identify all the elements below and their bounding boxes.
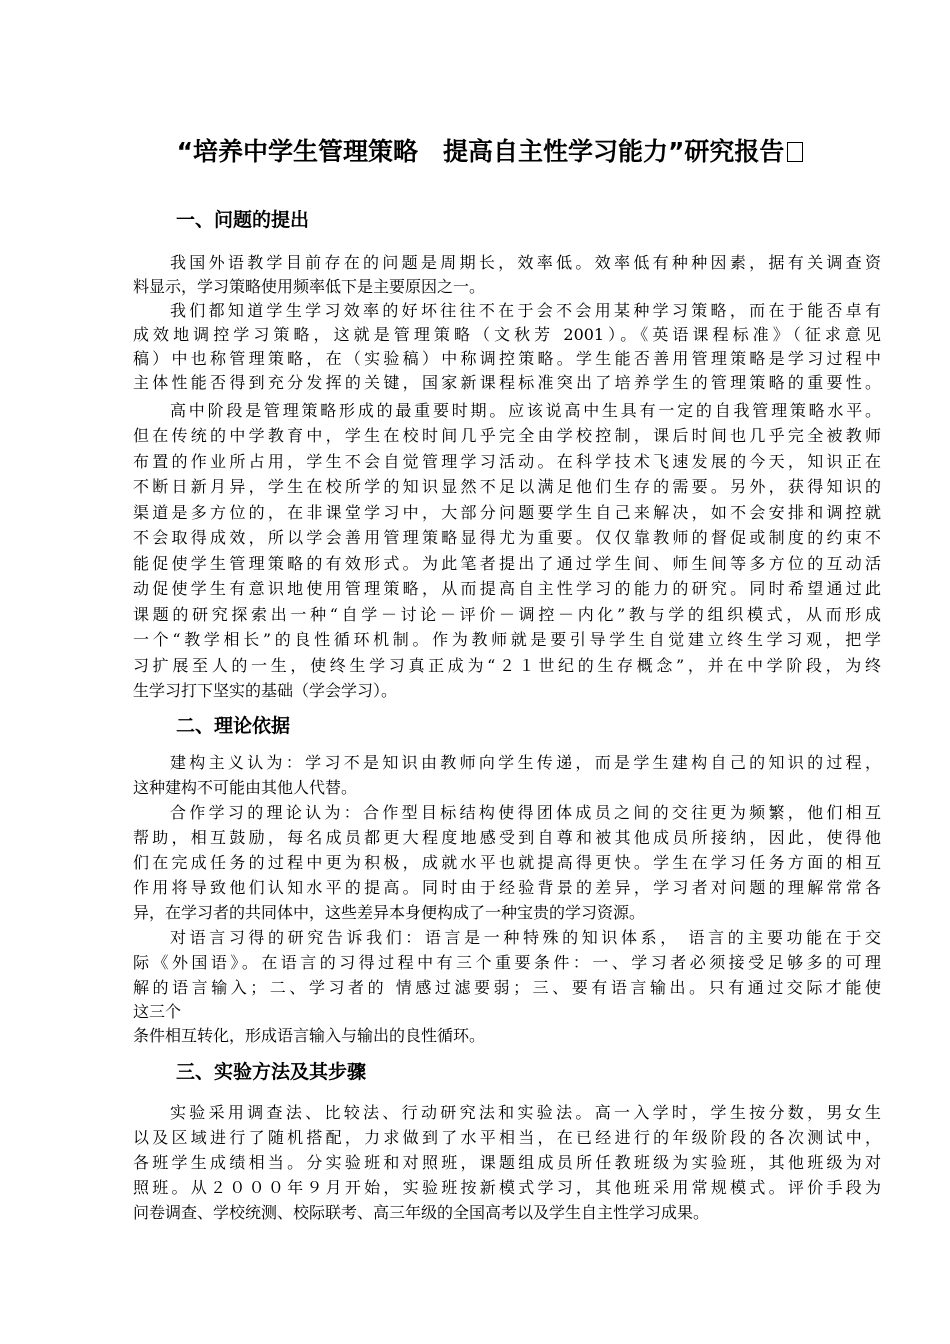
paragraph-line: 建构主义认为：学习不是知识由教师向学生传递，而是学生建构自己的知识的过程，: [170, 753, 881, 772]
paragraph-line: 们在完成任务的过程中更为积极，成就水平也就提高得更快。学生在学习任务方面的相互: [133, 853, 881, 872]
paragraph-line: 料显示，学习策略使用频率低下是主要原因之一。: [133, 277, 486, 296]
paragraph-line: 习扩展至人的一生，使终生学习真正成为“２１世纪的生存概念”，并在中学阶段，为终: [133, 656, 881, 675]
missing-glyph-box: [787, 142, 803, 162]
paragraph-line: 这种建构不可能由其他人代替。: [133, 778, 358, 797]
paragraph-line: 际《外国语》。在语言的习得过程中有三个重要条件：一、学习者必须接受足够多的可理: [133, 953, 881, 972]
paragraph-line: 但在传统的中学教育中，学生在校时间几乎完全由学校控制，课后时间也几乎完全被教师: [133, 426, 881, 445]
paragraph-line: 异，在学习者的共同体中，这些差异本身便构成了一种宝贵的学习资源。: [133, 903, 646, 922]
paragraph-line: 实验采用调查法、比较法、行动研究法和实验法。高一入学时，学生按分数，男女生: [170, 1103, 881, 1122]
document-title: “培养中学生管理策略 提高自主性学习能力”研究报告: [100, 132, 880, 172]
paragraph-line: 这三个: [133, 1002, 182, 1021]
paragraph-line: 我国外语教学目前存在的问题是周期长，效率低。效率低有种种因素，据有关调查资: [170, 253, 881, 272]
paragraph-line: 生学习打下坚实的基础（学会学习）。: [133, 681, 398, 700]
paragraph-line: 条件相互转化，形成语言输入与输出的良性循环。: [133, 1026, 486, 1045]
paragraph-line: 主体性能否得到充分发挥的关键，国家新课程标准突出了培养学生的管理策略的重要性。: [133, 373, 881, 392]
paragraph-line: 各班学生成绩相当。分实验班和对照班，课题组成员所任教班级为实验班，其他班级为对: [133, 1153, 881, 1172]
paragraph-line: 成效地调控学习策略，这就是管理策略（文秋芳 2001）。《英语课程标准》（征求意见: [133, 325, 881, 344]
paragraph-line: 一个“教学相长”的良性循环机制。作为教师就是要引导学生自觉建立终生学习观，把学: [133, 630, 881, 649]
paragraph-line: 我们都知道学生学习效率的好坏往往不在于会不会用某种学习策略，而在于能否卓有: [170, 301, 881, 320]
paragraph-line: 合作学习的理论认为：合作型目标结构使得团体成员之间的交往更为频繁，他们相互: [170, 803, 881, 822]
section-heading-3: 三、实验方法及其步骤: [176, 1061, 367, 1083]
paragraph-line: 动促使学生有意识地使用管理策略，从而提高自主性学习的能力的研究。同时希望通过此: [133, 579, 881, 598]
paragraph-line: 不断日新月异，学生在校所学的知识显然不足以满足他们生存的需要。另外，获得知识的: [133, 477, 881, 496]
paragraph-line: 高中阶段是管理策略形成的最重要时期。应该说高中生具有一定的自我管理策略水平。: [170, 401, 881, 420]
paragraph-line: 解的语言输入；二、学习者的 情感过滤要弱；三、要有语言输出。只有通过交际才能使: [133, 978, 881, 997]
paragraph-line: 以及区域进行了随机搭配，力求做到了水平相当，在已经进行的年级阶段的各次测试中，: [133, 1128, 881, 1147]
paragraph-line: 帮助，相互鼓励，每名成员都更大程度地感受到自尊和被其他成员所接纳，因此，使得他: [133, 828, 881, 847]
paragraph-line: 课题的研究探索出一种“自学－讨论－评价－调控－内化”教与学的组织模式，从而形成: [133, 605, 881, 624]
paragraph-line: 稿）中也称管理策略，在（实验稿）中称调控策略。学生能否善用管理策略是学习过程中: [133, 349, 881, 368]
section-heading-2: 二、理论依据: [176, 715, 291, 737]
paragraph-line: 作用将导致他们认知水平的提高。同时由于经验背景的差异，学习者对问题的理解常常各: [133, 878, 881, 897]
paragraph-line: 不会取得成效，所以学会善用管理策略显得尤为重要。仅仅靠教师的督促或制度的约束不: [133, 528, 881, 547]
paragraph-line: 照班。从２０００年９月开始，实验班按新模式学习，其他班采用常规模式。评价手段为: [133, 1178, 881, 1197]
paragraph-line: 问卷调查、学校统测、校际联考、高三年级的全国高考以及学生自主性学习成果。: [133, 1203, 710, 1222]
paragraph-line: 对语言习得的研究告诉我们：语言是一种特殊的知识体系， 语言的主要功能在于交: [170, 928, 881, 947]
paragraph-line: 能促使学生管理策略的有效形式。为此笔者提出了通过学生间、师生间等多方位的互动活: [133, 554, 881, 573]
paragraph-line: 渠道是多方位的，在非课堂学习中，大部分问题要学生自己来解决，如不会安排和调控就: [133, 503, 881, 522]
paragraph-line: 布置的作业所占用，学生不会自觉管理学习活动。在科学技术飞速发展的今天，知识正在: [133, 452, 881, 471]
section-heading-1: 一、问题的提出: [176, 209, 310, 231]
